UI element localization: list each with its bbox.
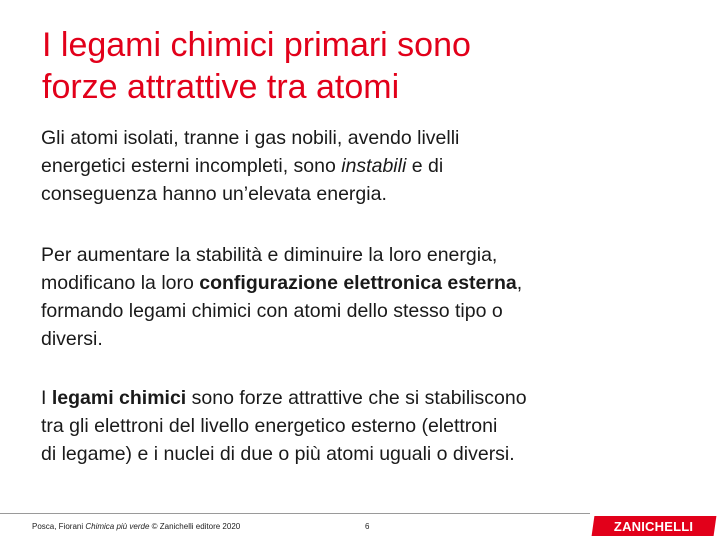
paragraph-1-line-2 <box>41 152 681 180</box>
logo-text: ZANICHELLI <box>614 518 694 534</box>
paragraph-2-line-2-start: modificano la loro <box>41 272 200 294</box>
footer-divider <box>0 513 590 514</box>
paragraph-3-line-1-end: sono forze attrattive che si stabiliscono <box>186 387 527 409</box>
paragraph-1-line-1: Gli atomi isolati, tranne i gas nobili, avendo livelli <box>41 127 460 149</box>
paragraph-chemical-bonds <box>41 384 681 468</box>
paragraph-1-line-3: conseguenza hanno un’elevata energia. <box>41 183 387 205</box>
slide-title-line-1: I legami chimici primari sono <box>42 26 471 64</box>
paragraph-stability <box>41 241 681 353</box>
paragraph-2-line-4: diversi. <box>41 328 103 350</box>
strong-configurazione-elettronica: configurazione elettronica esterna <box>199 272 517 294</box>
slide-title <box>42 24 682 108</box>
footer-credit-book-title: Chimica più verde <box>85 522 150 531</box>
paragraph-1-line-2-end: e di <box>406 155 444 177</box>
slide-title-line-2: forze attrattive tra atomi <box>42 68 400 106</box>
paragraph-2-line-2-end: , <box>516 272 523 294</box>
paragraph-3-line-2: tra gli elettroni del livello energetico esterno (elettroni <box>41 415 498 437</box>
footer-credit <box>32 522 240 531</box>
emphasis-instabili: instabili <box>341 155 407 177</box>
paragraph-2-line-2 <box>41 269 681 297</box>
strong-legami-chimici: legami chimici <box>51 387 187 409</box>
page-number: 6 <box>365 522 370 531</box>
paragraph-1-line-2-start: energetici esterni incompleti, sono <box>41 155 342 177</box>
footer-credit-publisher: © Zanichelli editore 2020 <box>149 522 241 531</box>
paragraph-2-line-3: formando legami chimici con atomi dello stesso tipo o <box>41 300 503 322</box>
zanichelli-logo <box>592 516 717 536</box>
paragraph-isolated-atoms <box>41 124 681 208</box>
paragraph-3-line-3: di legame) e i nuclei di due o più atomi uguali o diversi. <box>41 443 515 465</box>
paragraph-2-line-1: Per aumentare la stabilità e diminuire la loro energia, <box>41 244 498 266</box>
paragraph-3-line-1-start: I <box>41 387 52 409</box>
footer-credit-authors: Posca, Fiorani <box>32 522 86 531</box>
paragraph-3-line-1 <box>41 384 681 412</box>
